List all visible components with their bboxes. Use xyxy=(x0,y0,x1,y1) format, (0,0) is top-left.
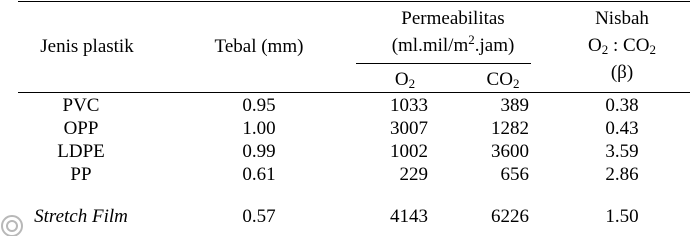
table-top-rule xyxy=(18,1,690,2)
unit-superscript: 2 xyxy=(468,32,475,47)
unit-text-post: .jam) xyxy=(474,35,515,56)
cell-co2: 3600 xyxy=(491,141,529,162)
cell-o2: 3007 xyxy=(390,118,428,139)
ratio-co-subscript: 2 xyxy=(649,42,656,57)
cell-tebal: 1.00 xyxy=(242,118,276,139)
header-permeabilitas-unit xyxy=(391,32,515,57)
cell-o2: 4143 xyxy=(390,206,428,227)
cell-beta: 1.50 xyxy=(605,206,639,227)
header-bottom-rule xyxy=(18,92,690,93)
header-permeabilitas: Permeabilitas xyxy=(401,8,505,29)
header-tebal: Tebal (mm) xyxy=(214,36,304,57)
cell-co2: 389 xyxy=(500,95,529,116)
permeabilitas-sub-rule xyxy=(356,63,531,64)
cell-o2: 229 xyxy=(399,164,428,185)
logo-watermark-icon xyxy=(0,209,24,236)
cell-co2: 1282 xyxy=(491,118,529,139)
cell-co2: 6226 xyxy=(491,206,529,227)
o2-base: O xyxy=(394,69,409,90)
header-co2 xyxy=(487,69,520,91)
cell-jenis: LDPE xyxy=(57,141,105,162)
cell-jenis: PVC xyxy=(62,95,100,116)
o2-subscript: 2 xyxy=(408,76,416,91)
cell-beta: 2.86 xyxy=(605,164,639,185)
header-o2 xyxy=(395,69,415,91)
cell-tebal: 0.95 xyxy=(242,95,276,116)
watermark-svg xyxy=(0,209,24,236)
cell-jenis: Stretch Film xyxy=(34,206,128,227)
ratio-o: O xyxy=(588,35,602,56)
header-beta: (β) xyxy=(610,62,634,83)
cell-jenis: OPP xyxy=(63,118,99,139)
co2-subscript: 2 xyxy=(512,76,520,91)
ratio-co: : CO xyxy=(608,35,650,56)
co2-base: CO xyxy=(486,69,513,90)
header-nisbah: Nisbah xyxy=(595,8,649,29)
cell-tebal: 0.99 xyxy=(242,141,276,162)
cell-o2: 1002 xyxy=(390,141,428,162)
header-nisbah-ratio xyxy=(588,35,656,57)
cell-o2: 1033 xyxy=(390,95,428,116)
cell-beta: 0.43 xyxy=(605,118,639,139)
cell-co2: 656 xyxy=(500,164,529,185)
cell-tebal: 0.57 xyxy=(242,206,276,227)
ratio-o-subscript: 2 xyxy=(601,42,609,57)
cell-jenis: PP xyxy=(70,164,92,185)
cell-beta: 3.59 xyxy=(605,141,639,162)
cell-tebal: 0.61 xyxy=(242,164,276,185)
header-jenis-plastik: Jenis plastik xyxy=(40,36,134,57)
unit-text-pre: (ml.mil/m xyxy=(391,35,469,56)
cell-beta: 0.38 xyxy=(605,95,639,116)
